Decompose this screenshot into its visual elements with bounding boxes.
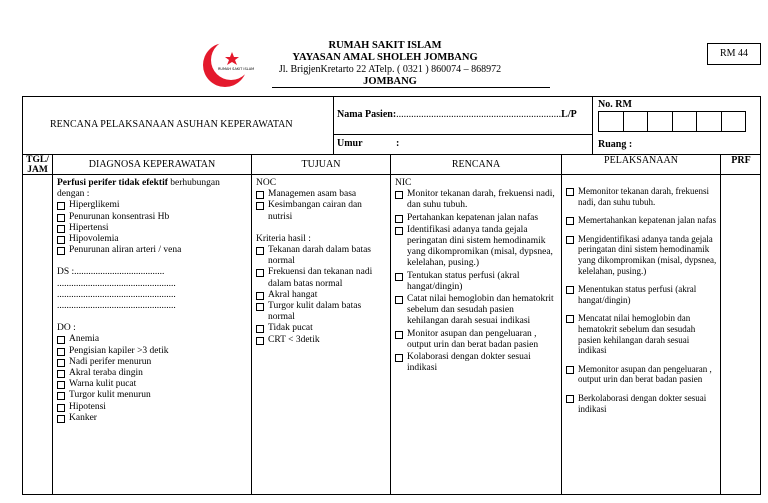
diagnosa-item-text: Hiperglikemi [69, 200, 120, 211]
kriteria-item-text: Tekanan darah dalam batas normal [268, 245, 371, 267]
checkbox-icon[interactable] [395, 331, 403, 339]
do-item [57, 413, 247, 424]
no-rm-boxes[interactable] [598, 111, 746, 132]
do-item-text: Kanker [69, 412, 97, 423]
no-rm-digit[interactable] [648, 112, 673, 131]
checkbox-icon[interactable] [256, 191, 264, 199]
kriteria-label: Kriteria hasil : [256, 233, 311, 244]
crescent-logo-icon [198, 38, 256, 88]
checkbox-icon[interactable] [57, 348, 65, 356]
diagnosa-title-rest: berhubungan dengan : [57, 178, 220, 200]
checkbox-icon[interactable] [566, 286, 574, 294]
diagnosa-item-text: Hipertensi [69, 222, 109, 233]
column-header-bottom-line [22, 174, 761, 175]
checkbox-icon[interactable] [566, 217, 574, 225]
rencana-item-text: Identifikasi adanya tanda gejala peringatan dini sistem hemodinamik yang dikompromikan (misal, dypsnea, kelelahan, pusing.) [407, 224, 553, 269]
pelaksanaan-item [566, 215, 718, 226]
ds-line[interactable]: .................................................. [57, 289, 176, 300]
col-head-prf: PRF [731, 155, 751, 166]
pelaksanaan-list [566, 186, 718, 414]
rencana-item-text: Tentukan status perfusi (akral hangat/dingin) [407, 270, 520, 292]
pelaksanaan-item-text: Memonitor asupan dan pengeluaran , output urin dan berat badan pasien [578, 363, 712, 385]
pelaksanaan-item [566, 186, 718, 207]
checkbox-icon[interactable] [57, 381, 65, 389]
pelaksanaan-item-text: Berkolaborasi dengan dokter sesuai indikasi [578, 392, 707, 414]
hospital-logo [198, 38, 256, 88]
do-item [57, 402, 247, 413]
col-head-tgl: TGL/ JAM [26, 155, 49, 175]
rencana-item [395, 271, 557, 293]
diagnosa-item-text: Penurunan konsentrasi Hb [69, 211, 170, 222]
no-rm-digit[interactable] [697, 112, 722, 131]
ds-line[interactable]: .................................................. [57, 301, 176, 312]
checkbox-icon[interactable] [566, 236, 574, 244]
checkbox-icon[interactable] [57, 202, 65, 210]
rencana-item-text: Monitor asupan dan pengeluaran , output urin dan berat badan pasien [407, 328, 539, 350]
checkbox-icon[interactable] [256, 247, 264, 255]
do-item-text: Anemia [69, 334, 100, 345]
do-item-text: Nadi perifer menurun [69, 356, 152, 367]
patient-divider [592, 96, 593, 154]
do-item [57, 390, 247, 401]
rencana-item [395, 225, 557, 270]
do-item [57, 379, 247, 390]
rm-code-box: RM 44 [707, 43, 761, 65]
foundation-name: YAYASAN AMAL SHOLEH JOMBANG [292, 52, 478, 63]
checkbox-icon[interactable] [57, 247, 65, 255]
diagnosa-item [57, 212, 247, 223]
kriteria-item-text: Akral hangat [268, 289, 318, 300]
rencana-list [395, 189, 557, 374]
diagnosa-item-text: Hipovolemia [69, 234, 119, 245]
form-title: RENCANA PELAKSANAAN ASUHAN KEPERAWATAN [50, 119, 293, 130]
checkbox-icon[interactable] [57, 225, 65, 233]
no-rm-digit[interactable] [599, 112, 624, 131]
checkbox-icon[interactable] [566, 188, 574, 196]
checkbox-icon[interactable] [566, 366, 574, 374]
nama-pasien-field[interactable]: .................................................................. [396, 109, 562, 120]
noc-item-text: Kesimbangan cairan dan nutrisi [268, 200, 362, 222]
logo-text: RUMAH SAKIT ISLAM [218, 67, 255, 71]
kriteria-item-text: Turgor kulit dalam batas normal [268, 301, 362, 323]
do-item-text: Akral teraba dingin [69, 368, 143, 379]
nama-pasien-label: Nama Pasien: [337, 109, 397, 120]
hospital-city: JOMBANG [363, 76, 417, 87]
noc-label: NOC [256, 178, 277, 188]
pelaksanaan-item [566, 313, 718, 355]
tujuan-section [256, 178, 386, 346]
checkbox-icon[interactable] [57, 359, 65, 367]
ds-line[interactable]: .................................................. [57, 278, 176, 289]
ds-label: DS : [57, 267, 75, 278]
do-item-text: Warna kulit pucat [69, 379, 137, 390]
checkbox-icon[interactable] [256, 269, 264, 277]
diagnosa-item [57, 200, 247, 211]
checkbox-icon[interactable] [256, 292, 264, 300]
checkbox-icon[interactable] [256, 303, 264, 311]
diagnosa-title [57, 178, 247, 200]
do-item-text: Pengisian kapiler >3 detik [69, 345, 169, 356]
noc-item [256, 189, 386, 200]
col-line-3 [390, 154, 391, 495]
pelaksanaan-item-text: Memertahankan kepatenan jalan nafas [578, 215, 717, 226]
diagnosa-item [57, 223, 247, 234]
kriteria-item-text: Tidak pucat [268, 323, 313, 334]
pelaksanaan-item [566, 234, 718, 276]
rencana-item-text: Pertahankan kepatenan jalan nafas [407, 212, 539, 223]
checkbox-icon[interactable] [395, 354, 403, 362]
col-head-pelaksanaan: PELAKSANAAN [604, 155, 678, 166]
diagnosa-item-text: Penurunan aliran arteri / vena [69, 245, 182, 256]
rencana-item [395, 329, 557, 351]
rencana-item-text: Kolaborasi dengan dokter sesuai indikasi [407, 352, 531, 374]
checkbox-icon[interactable] [57, 236, 65, 244]
title-divider [333, 96, 334, 154]
col-line-5 [720, 154, 721, 495]
umur-line [333, 134, 593, 135]
do-item [57, 357, 247, 368]
checkbox-icon[interactable] [57, 370, 65, 378]
hospital-name: RUMAH SAKIT ISLAM [328, 40, 442, 51]
checkbox-icon[interactable] [256, 337, 264, 345]
checkbox-icon[interactable] [566, 395, 574, 403]
umur-colon[interactable]: : [396, 138, 400, 149]
lp-label: L/P [561, 109, 577, 120]
ds-line[interactable]: ...................................... [74, 267, 165, 278]
do-item [57, 368, 247, 379]
rencana-item [395, 294, 557, 328]
kriteria-item [256, 267, 386, 289]
pelaksanaan-item [566, 393, 718, 414]
kriteria-item [256, 245, 386, 267]
kriteria-item-text: CRT < 3detik [268, 334, 320, 345]
umur-label: Umur [337, 138, 363, 149]
pelaksanaan-item-text: Menentukan status perfusi (akral hangat/dingin) [578, 284, 697, 305]
checkbox-icon[interactable] [395, 296, 403, 304]
col-line-1 [52, 154, 53, 495]
col-line-4 [561, 154, 562, 495]
noc-list [256, 189, 386, 223]
rencana-item-text: Catat nilai hemoglobin dan hematokrit sebelum dan sesudah pasien kehilangan darah sesuai indikasi [407, 294, 554, 327]
checkbox-icon[interactable] [256, 202, 264, 210]
kriteria-item [256, 323, 386, 334]
checkbox-icon[interactable] [395, 191, 403, 199]
kriteria-item [256, 290, 386, 301]
checkbox-icon[interactable] [57, 214, 65, 222]
pelaksanaan-item-text: Mengidentifikasi adanya tanda gejala peringatan dini sistem hemodinamik yang dikompromikan (misal, dypsnea, kelelahan, pusing.) [578, 233, 717, 276]
checkbox-icon[interactable] [57, 404, 65, 412]
checkbox-icon[interactable] [395, 215, 403, 223]
col-head-rencana: RENCANA [451, 159, 501, 170]
no-rm-digit[interactable] [722, 112, 746, 131]
noc-item-text: Managemen asam basa [268, 189, 357, 200]
checkbox-icon[interactable] [395, 273, 403, 281]
kriteria-list [256, 245, 386, 346]
diagnosa-item [57, 245, 247, 256]
checkbox-icon[interactable] [57, 392, 65, 400]
do-item [57, 346, 247, 357]
do-item-text: Turgor kulit menurun [69, 390, 151, 401]
nama-pasien-row [337, 109, 577, 120]
rencana-item-text: Monitor tekanan darah, frekuensi nadi, dan suhu tubuh. [407, 189, 555, 211]
pelaksanaan-item-text: Mencatat nilai hemoglobin dan hematokrit sebelum dan sesudah pasien kehilangan darah sesuai indikasi [578, 313, 696, 356]
col-head-diagnosa: DIAGNOSA KEPERAWATAN [88, 159, 216, 170]
diagnosa-item [57, 234, 247, 245]
do-item [57, 334, 247, 345]
checkbox-icon[interactable] [57, 415, 65, 423]
col-line-2 [251, 154, 252, 495]
checkbox-icon[interactable] [57, 336, 65, 344]
pelaksanaan-section [566, 186, 718, 414]
do-label: DO : [57, 323, 76, 334]
rencana-item [395, 352, 557, 374]
diagnosa-section [57, 178, 247, 424]
do-item-text: Hipotensi [69, 401, 106, 412]
ds-row [57, 267, 247, 278]
kriteria-item-text: Frekuensi dan tekanan nadi dalam batas normal [268, 267, 373, 289]
ruang-label[interactable]: Ruang : [598, 139, 633, 150]
pelaksanaan-item [566, 364, 718, 385]
pelaksanaan-item [566, 284, 718, 305]
checkbox-icon[interactable] [256, 325, 264, 333]
checkbox-icon[interactable] [566, 315, 574, 323]
noc-item [256, 200, 386, 222]
no-rm-digit[interactable] [624, 112, 649, 131]
rencana-item [395, 213, 557, 224]
nic-label: NIC [395, 178, 412, 188]
hospital-address: Jl. BrigjenKretarto 22 ATelp. ( 0321 ) 860074 – 868972 [278, 64, 502, 75]
diagnosa-list [57, 200, 247, 256]
kriteria-item [256, 301, 386, 323]
pelaksanaan-item-text: Memonitor tekanan darah, frekuensi nadi, dan suhu tubuh. [578, 186, 709, 207]
kriteria-item [256, 335, 386, 346]
rencana-item [395, 189, 557, 211]
no-rm-label: No. RM [598, 99, 632, 110]
col-head-tujuan: TUJUAN [301, 159, 341, 170]
checkbox-icon[interactable] [395, 227, 403, 235]
rencana-section [395, 178, 557, 374]
header-underline [272, 87, 550, 88]
diagnosa-title-bold: Perfusi perifer tidak efektif [57, 178, 168, 188]
do-list [57, 334, 247, 424]
no-rm-digit[interactable] [673, 112, 698, 131]
